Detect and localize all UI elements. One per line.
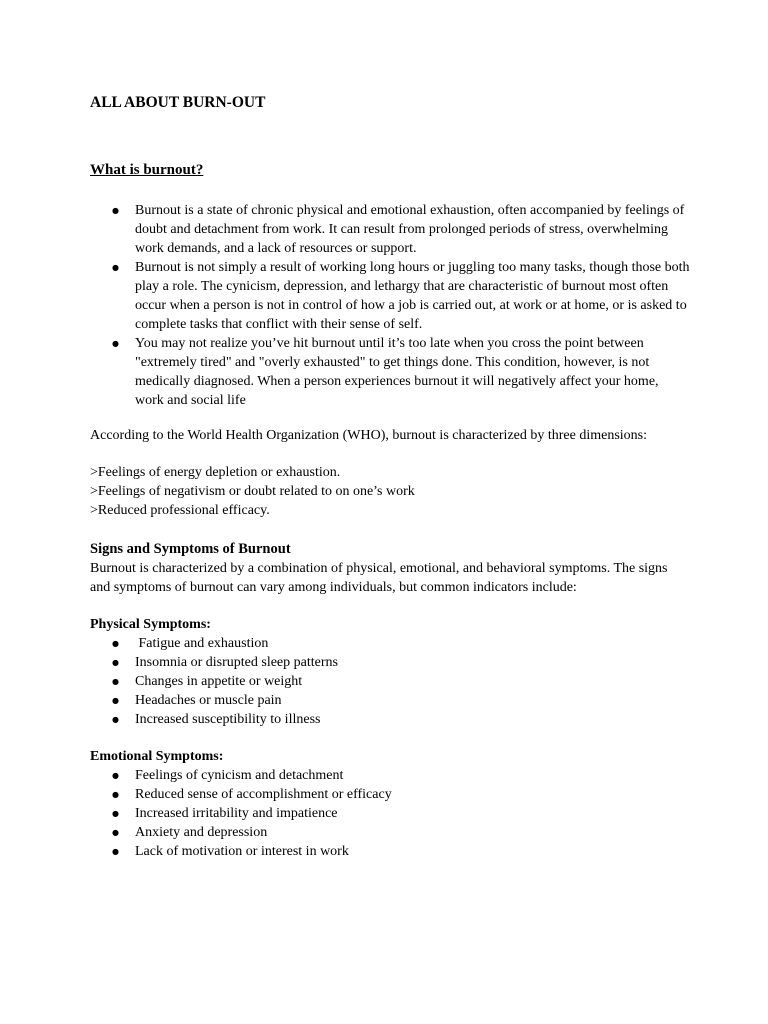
who-intro-paragraph: According to the World Health Organization (WHO), burnout is characterized by three dimensions: — [90, 428, 648, 443]
emotional-symptoms-section — [90, 747, 690, 861]
physical-symptoms-list — [90, 634, 690, 729]
document-title: ALL ABOUT BURN-OUT — [90, 94, 266, 111]
who-dimensions-section — [90, 426, 690, 520]
dimension-line: >Reduced professional efficacy. — [90, 503, 270, 518]
list-item: ● Burnout is not simply a result of working long hours or juggling too many tasks, though those both play a role. The cynicism, depression, and lethargy that are characteristic of burnout most often occur when a person is not in control of how a job is carried out, at work or at home, or is asked to complete tasks that conflict with their sense of self. — [90, 258, 690, 334]
what-is-burnout-heading: What is burnout? — [90, 162, 204, 178]
list-item: ● Burnout is a state of chronic physical and emotional exhaustion, often accompanied by feelings of doubt and detachment from work. It can result from prolonged periods of stress, overwhelming work demands, and a lack of resources or support. — [90, 201, 690, 258]
list-item: ● Increased irritability and impatience — [90, 804, 690, 823]
list-item: ● Changes in appetite or weight — [90, 672, 690, 691]
list-item: ● Anxiety and depression — [90, 823, 690, 842]
dimension-line: >Feelings of negativism or doubt related to on one’s work — [90, 484, 415, 499]
list-item: ● Increased susceptibility to illness — [90, 710, 690, 729]
what-is-burnout-list — [90, 201, 690, 410]
who-dimensions-list — [90, 463, 690, 520]
list-item: ● Reduced sense of accomplishment or efficacy — [90, 785, 690, 804]
physical-symptoms-heading: Physical Symptoms: — [90, 617, 211, 632]
list-item: ● Headaches or muscle pain — [90, 691, 690, 710]
signs-heading: Signs and Symptoms of Burnout — [90, 541, 291, 557]
list-item: ● Insomnia or disrupted sleep patterns — [90, 653, 690, 672]
emotional-symptoms-list — [90, 766, 690, 861]
list-item: ● Lack of motivation or interest in work — [90, 842, 690, 861]
physical-symptoms-section — [90, 615, 690, 729]
list-item: ● Feelings of cynicism and detachment — [90, 766, 690, 785]
signs-section — [90, 539, 690, 597]
list-item: ● You may not realize you’ve hit burnout until it’s too late when you cross the point between "extremely tired" and "overly exhausted" to get things done. This condition, however, is not medically diagnosed. When a person experiences burnout it will negatively affect your home, work and social life — [90, 334, 690, 410]
emotional-symptoms-heading: Emotional Symptoms: — [90, 749, 224, 764]
list-item: ● Fatigue and exhaustion — [90, 634, 690, 653]
signs-paragraph: Burnout is characterized by a combination of physical, emotional, and behavioral symptoms. The signs and symptoms of burnout can vary among individuals, but common indicators include: — [90, 561, 668, 595]
dimension-line: >Feelings of energy depletion or exhaustion. — [90, 465, 341, 480]
